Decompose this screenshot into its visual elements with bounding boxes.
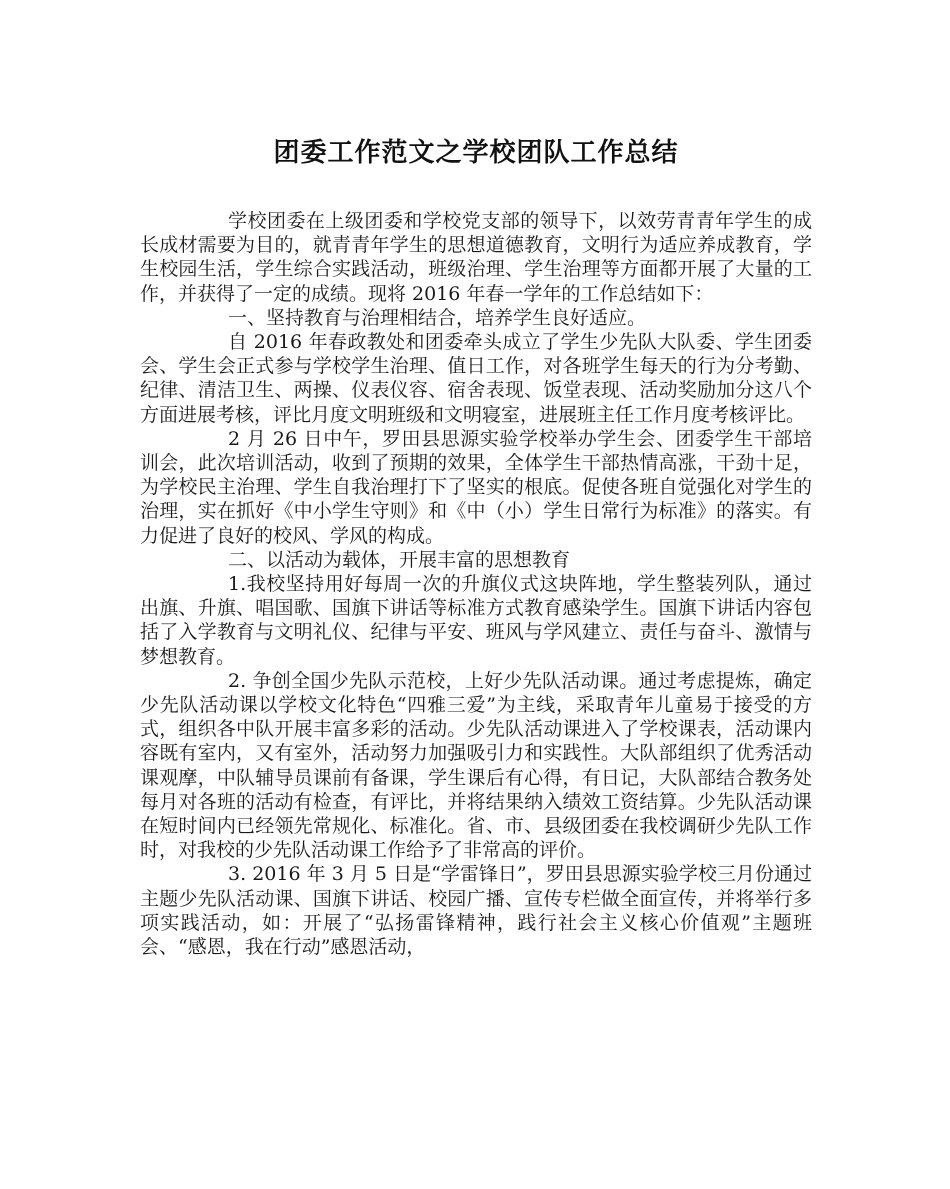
paragraph-young-pioneers: 2. 争创全国少先队示范校，上好少先队活动课。通过考虑提炼，确定少先队活动课以学校文化特色“四雅三爱”为主线，采取青年儿童易于接受的方式，组织各中队开展丰富多彩的活动。少先队活动课进入了学校课表，活动课内容既有室内，又有室外，活动努力加强吸引力和实践性。大队部组织了优秀活动课观摩，中队辅导员课前有备课，学生课后有心得，有日记，大队部结合教务处每月对各班的活动有检查，有评比，并将结果纳入绩效工资结算。少先队活动课在短时间内已经领先常规化、标准化。省、市、县级团委在我校调研少先队工作时，对我校的少先队活动课工作给予了非常高的评价。 [140,669,812,862]
paragraph-flag-ceremony: 1.我校坚持用好每周一次的升旗仪式这块阵地，学生整装列队，通过出旗、升旗、唱国歌、国旗下讲话等标准方式教育感染学生。国旗下讲话内容包括了入学教育与文明礼仪、纪律与平安、班风与学风建立、责任与奋斗、激情与梦想教育。 [140,573,812,668]
section-heading-1: 一、坚持教育与治理相结合，培养学生良好适应。 [228,306,647,329]
paragraph-lei-feng-day: 3. 2016 年 3 月 5 日是“学雷锋日”，罗田县思源实验学校三月份通过主题少先队活动课、国旗下讲话、校园广播、宣传专栏做全面宣传，并将举行多项实践活动，如：开展了“弘扬雷锋精神，践行社会主义核心价值观”主题班会、“感恩，我在行动”感恩活动， [140,863,812,959]
document-page [140,0,812,959]
document-body [140,209,812,959]
paragraph-intro: 学校团委在上级团委和学校党支部的领导下，以效劳青青年学生的成长成材需要为目的，就青青年学生的思想道德教育，文明行为适应养成教育，学生校园生活，学生综合实践活动，班级治理、学生治理等方面都开展了大量的工作，并获得了一定的成绩。现将 2016 年春一学年的工作总结如下： [140,210,812,305]
section-heading-2: 二、以活动为载体，开展丰富的思想教育 [228,548,571,571]
paragraph-student-management: 自 2016 年春政教处和团委牵头成立了学生少先队大队委、学生团委会、学生会正式参与学校学生治理、值日工作，对各班学生每天的行为分考勤、纪律、清洁卫生、两操、仪表仪容、宿舍表现、饭堂表现、活动奖励加分这八个方面进展考核，评比月度文明班级和文明寝室，进展班主任工作月度考核评比。 [140,331,812,426]
document-title: 团委工作范文之学校团队工作总结 [273,138,679,168]
paragraph-cadre-training: 2 月 26 日中午，罗田县思源实验学校举办学生会、团委学生干部培训会，此次培训活动，收到了预期的效果，全体学生干部热情高涨，干劲十足，为学校民主治理、学生自我治理打下了坚实的根底。促使各班自觉强化对学生的治理，实在抓好《中小学生守则》和《中（小）学生日常行为标准》的落实。有力促进了良好的校风、学风的构成。 [140,427,812,547]
